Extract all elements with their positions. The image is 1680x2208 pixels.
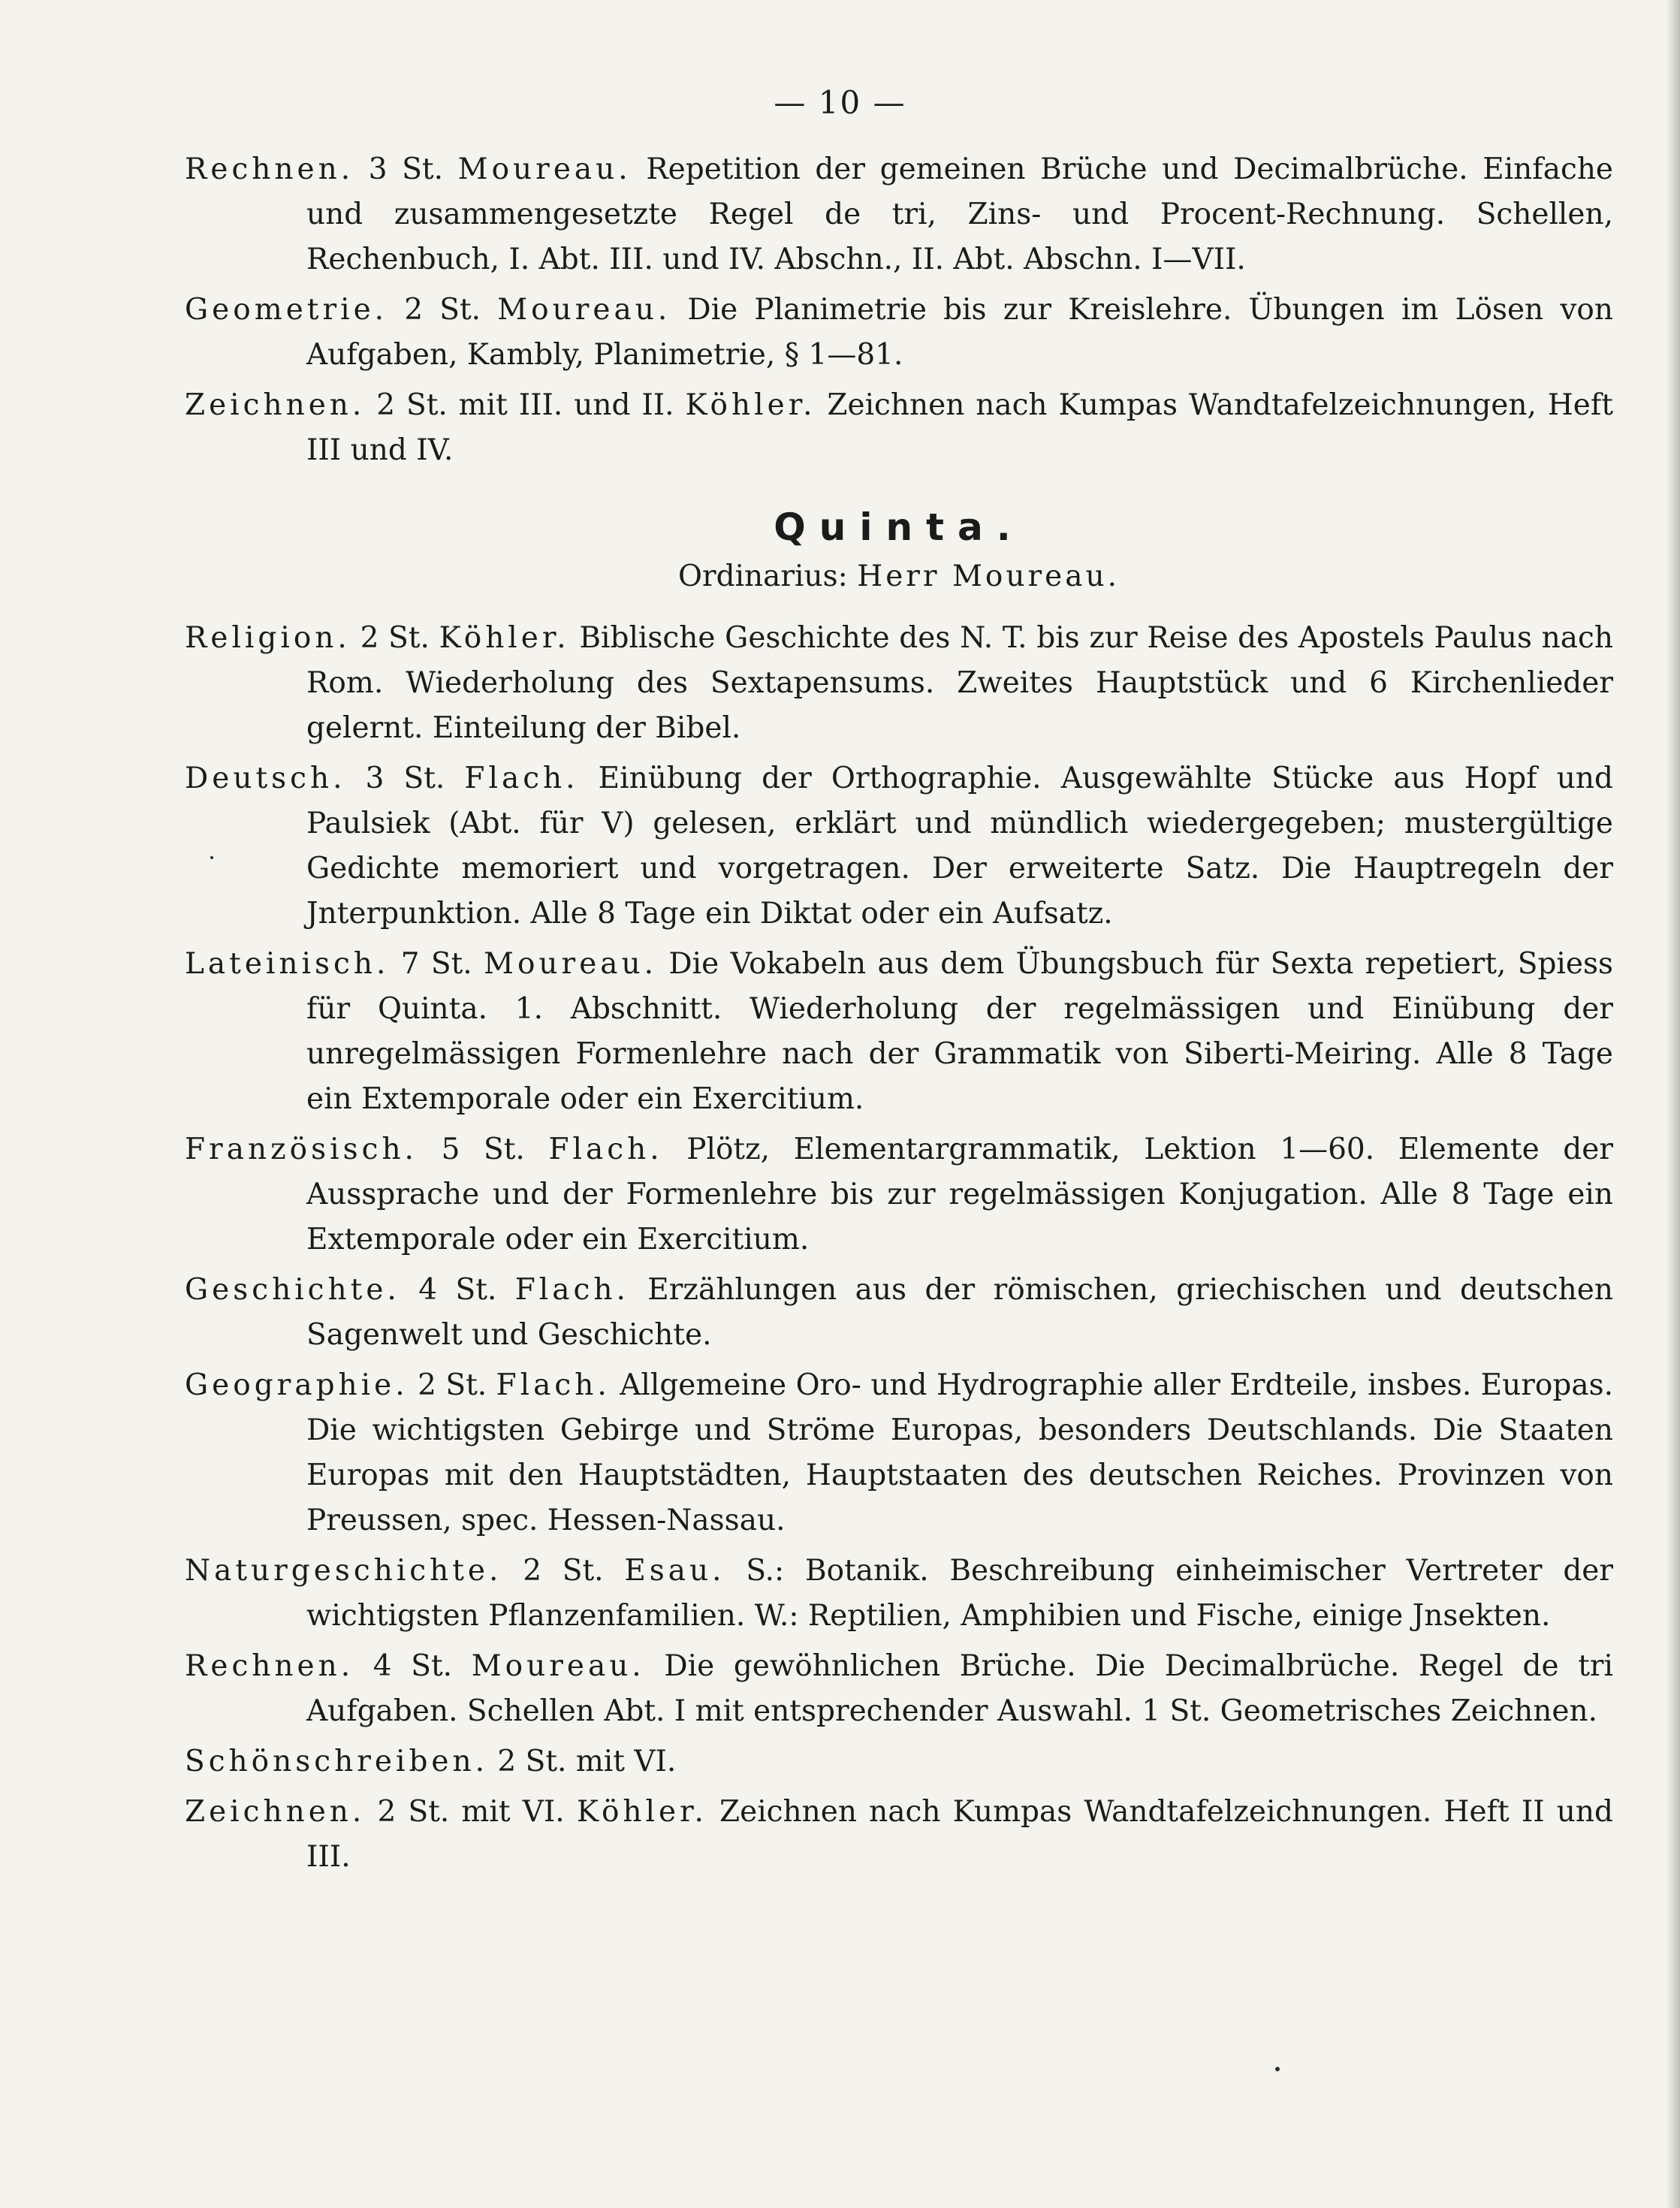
- entry-teacher: Flach.: [548, 1133, 663, 1166]
- entry-text: Die gewöhnlichen Brüche. Die Decimalbrüche. Regel de tri Aufgaben. Schellen Abt. I mit entsprechender Auswahl. 1 St. Geometrisches Zeichnen.: [306, 1649, 1613, 1728]
- entry-text: Einübung der Orthographie. Ausgewählte Stücke aus Hopf und Paulsiek (Abt. für V) gelesen, erklärt und mündlich wiedergegeben; mustergültige Gedichte memoriert und vorgetragen. Der erweiterte Satz. Die Hauptregeln der Jnterpunktion. Alle 8 Tage ein Diktat oder ein Aufsatz.: [306, 762, 1613, 931]
- print-speck: [1275, 2067, 1280, 2071]
- entry-hours: 2 St.: [418, 1368, 487, 1402]
- page-number: — 10 —: [774, 84, 906, 121]
- entry-text: Plötz, Elementargrammatik, Lektion 1—60. Elemente der Aussprache und der Formenlehre bis zur regelmässigen Konjugation. Alle 8 Tage ein Extemporale oder ein Exercitium.: [306, 1133, 1613, 1256]
- entry-text: Erzählungen aus der römischen, griechischen und deutschen Sagenwelt und Geschichte.: [306, 1273, 1613, 1352]
- entry-geometrie-prev: [185, 288, 1613, 378]
- entry-subject: Schönschreiben.: [185, 1745, 489, 1778]
- entry-lateinisch: [185, 942, 1613, 1122]
- scan-edge-shadow: [1666, 0, 1680, 2208]
- entry-subject: Geometrie.: [185, 293, 388, 327]
- entry-zeichnen-prev: [185, 383, 1613, 473]
- entry-religion: [185, 616, 1613, 751]
- entry-rechnen: [185, 1644, 1613, 1734]
- entry-subject: Geographie.: [185, 1368, 409, 1402]
- entry-hours: 2 St. mit III. und II.: [376, 388, 674, 422]
- entry-deutsch: [185, 756, 1613, 937]
- print-speck: [210, 856, 213, 859]
- entry-hours: 4 St.: [372, 1649, 453, 1683]
- entry-subject: Rechnen.: [185, 1649, 354, 1683]
- entry-hours: 7 St.: [400, 947, 472, 981]
- entry-geschichte: [185, 1268, 1613, 1358]
- entry-subject: Zeichnen.: [185, 388, 366, 422]
- entry-teacher: Köhler.: [439, 621, 570, 655]
- entry-text: Die Vokabeln aus dem Übungsbuch für Sexta repetiert, Spiess für Quinta. 1. Abschnitt. Wiederholung der regelmässigen und Einübung der unregelmässigen Formenlehre nach der Grammatik von Siberti-Meiring. Alle 8 Tage ein Extemporale oder ein Exercitium.: [306, 947, 1613, 1116]
- entry-subject: Religion.: [185, 621, 351, 655]
- entry-hours: 2 St. mit VI.: [377, 1795, 565, 1829]
- entry-teacher: Moureau.: [457, 152, 632, 186]
- entry-hours: 4 St.: [418, 1273, 497, 1307]
- entry-teacher: Esau.: [624, 1554, 725, 1588]
- entry-teacher: Flach.: [514, 1273, 629, 1307]
- entry-subject: Geschichte.: [185, 1273, 400, 1307]
- entry-subject: Lateinisch.: [185, 947, 390, 981]
- ordinarius-line: [185, 554, 1613, 599]
- entry-teacher: Köhler.: [685, 388, 816, 422]
- entry-rechnen-prev: [185, 147, 1613, 282]
- entry-teacher: Moureau.: [484, 947, 658, 981]
- entry-geographie: [185, 1363, 1613, 1543]
- entry-teacher: Köhler.: [576, 1795, 707, 1829]
- entry-hours: 5 St.: [441, 1133, 525, 1166]
- section-heading: Quinta.: [774, 505, 1024, 549]
- ordinarius-name: Herr Moureau.: [857, 560, 1120, 593]
- entry-subject: Rechnen.: [185, 152, 354, 186]
- entry-subject: Zeichnen.: [185, 1795, 366, 1829]
- entry-hours: 2 St.: [523, 1554, 604, 1588]
- entry-text: S.: Botanik. Beschreibung einheimischer Vertreter der wichtigsten Pflanzenfamilien. W.: Reptilien, Amphibien und Fische, einige Jnsekten.: [306, 1554, 1614, 1633]
- entry-subject: Naturgeschichte.: [185, 1554, 502, 1588]
- entry-teacher: Moureau.: [497, 293, 671, 327]
- entry-text: Repetition der gemeinen Brüche und Decimalbrüche. Einfache und zusammengesetzte Regel de tri, Zins- und Procent-Rechnung. Schellen, Rechenbuch, I. Abt. III. und IV. Abschn., II. Abt. Abschn. I—VII.: [306, 152, 1614, 276]
- entry-naturgeschichte: [185, 1549, 1613, 1639]
- entry-zeichnen: [185, 1790, 1613, 1880]
- entry-schoenschreiben: [185, 1739, 1613, 1784]
- entry-hours: 2 St.: [404, 293, 481, 327]
- page-body: [185, 147, 1613, 1885]
- entry-text: Die Planimetrie bis zur Kreislehre. Übungen im Lösen von Aufgaben, Kambly, Planimetrie, § 1—81.: [306, 293, 1613, 372]
- entry-hours: 3 St.: [368, 152, 443, 186]
- entry-teacher: Flach.: [464, 762, 579, 795]
- entry-text: Biblische Geschichte des N. T. bis zur Reise des Apostels Paulus nach Rom. Wiederholung des Sextapensums. Zweites Hauptstück und 6 Kirchenlieder gelernt. Einteilung der Bibel.: [306, 621, 1614, 745]
- entry-subject: Deutsch.: [185, 762, 346, 795]
- entry-hours: 2 St.: [360, 621, 430, 655]
- entry-text: Zeichnen nach Kumpas Wandtafelzeichnungen, Heft III und IV.: [306, 388, 1613, 467]
- entry-text: Allgemeine Oro- und Hydrographie aller Erdteile, insbes. Europas. Die wichtigsten Gebirge und Ströme Europas, besonders Deutschlands. Die Staaten Europas mit den Hauptstädten, Hauptstaaten des deutschen Reiches. Provinzen von Preussen, spec. Hessen-Nassau.: [306, 1368, 1614, 1537]
- entry-franzoesisch: [185, 1127, 1613, 1262]
- entry-teacher: Moureau.: [471, 1649, 645, 1683]
- entry-text: Zeichnen nach Kumpas Wandtafelzeichnungen. Heft II und III.: [306, 1795, 1613, 1874]
- entry-hours: 2 St. mit VI.: [497, 1745, 677, 1778]
- ordinarius-label: Ordinarius:: [677, 560, 848, 593]
- entry-hours: 3 St.: [365, 762, 445, 795]
- entry-teacher: Flach.: [496, 1368, 611, 1402]
- entry-subject: Französisch.: [185, 1133, 418, 1166]
